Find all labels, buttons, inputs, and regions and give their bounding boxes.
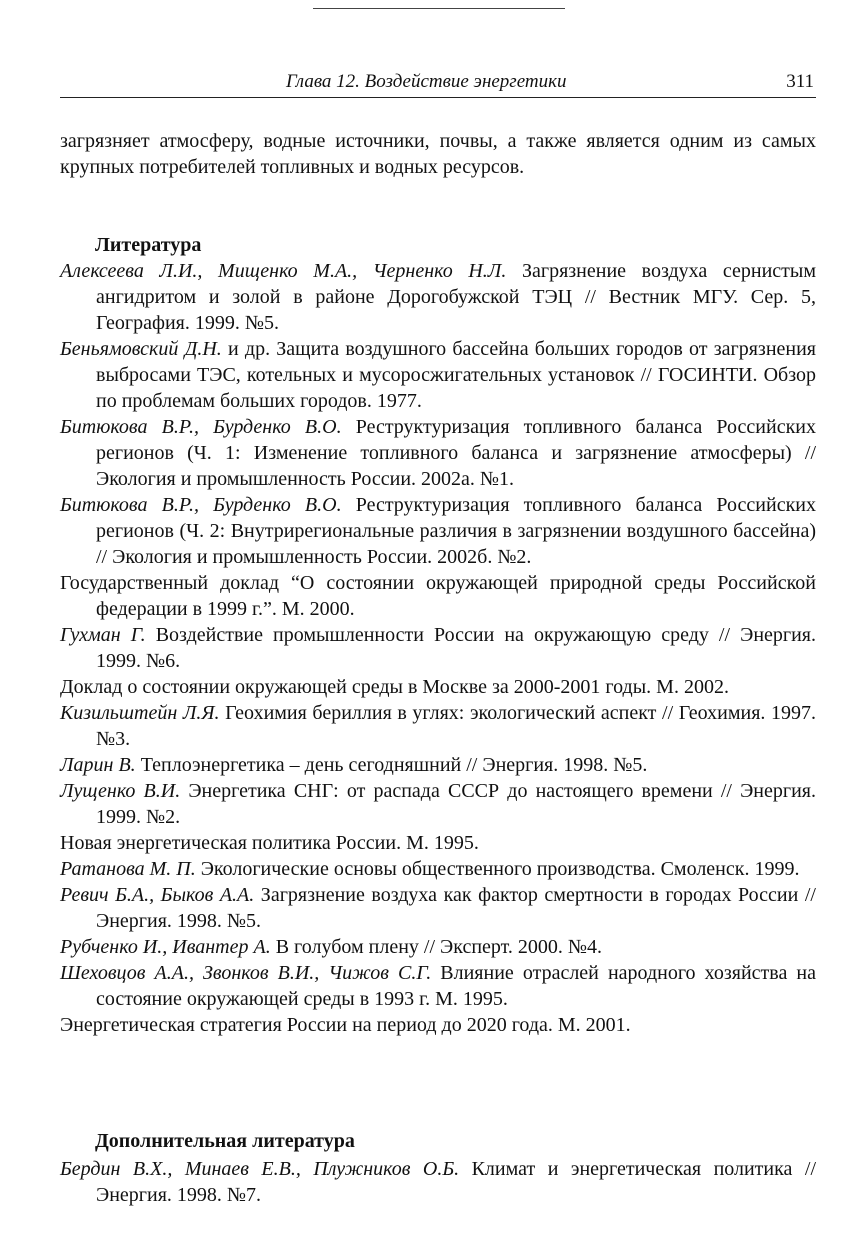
reference-text: Воздействие промышленности России на окружающую среду // Энергия. 1999. №6. [96,624,816,672]
reference-text: Реструктуризация топливного баланса Российских регионов (Ч. 2: Внутрирегиональные различия в загрязнении воздушного бассейна) // Экология и промышленность России. 2002б. №2. [96,494,816,568]
reference-entry [60,856,816,882]
reference-text: Энергетика СНГ: от распада СССР до настоящего времени // Энергия. 1999. №2. [96,780,816,828]
reference-entry [60,1012,816,1038]
top-decorative-rule [313,8,565,9]
reference-text: и др. Защита воздушного бассейна больших городов от загрязнения выбросами ТЭС, котельных и мусоросжигательных установок // ГОСИНТИ. Обзор по проблемам больших городов. 1977. [96,338,816,412]
reference-text: Реструктуризация топливного баланса Российских регионов (Ч. 1: Изменение топливного баланса и загрязнение атмосферы) // Экология и промышленность России. 2002а. №1. [96,416,816,490]
reference-entry [60,830,816,856]
reference-text: Загрязнение воздуха сернистым ангидритом и золой в районе Дорогобужской ТЭЦ // Вестник МГУ. Сер. 5, География. 1999. №5. [96,260,817,334]
reference-text: В голубом плену // Эксперт. 2000. №4. [270,936,602,958]
reference-text: Климат и энергетическая политика // Энергия. 1998. №7. [96,1158,817,1206]
reference-entry [60,752,816,778]
reference-authors: Гухман Г. [60,624,146,646]
additional-literature-list [60,1156,816,1208]
intro-paragraph-block [60,128,816,180]
reference-text: Экологические основы общественного производства. Смоленск. 1999. [195,858,800,880]
reference-authors: Кизильштейн Л.Я. [60,702,220,724]
reference-text: Новая энергетическая политика России. М. 1995. [60,832,479,854]
reference-entry [60,882,816,934]
reference-text: Геохимия бериллия в углях: экологический аспект // Геохимия. 1997. №3. [96,702,816,750]
reference-authors: Лущенко В.И. [60,780,181,802]
reference-authors: Шеховцов А.А., Звонков В.И., Чижов С.Г. [60,962,432,984]
reference-entry [60,336,816,414]
reference-text: Влияние отраслей народного хозяйства на состояние окружающей среды в 1993 г. М. 1995. [96,962,816,1010]
reference-text: Государственный доклад “О состоянии окружающей природной среды Российской федерации в 1999 г.”. М. 2000. [60,572,816,620]
reference-authors: Ревич Б.А., Быков А.А. [60,884,255,906]
reference-entry [60,934,816,960]
reference-authors: Ларин В. [60,754,136,776]
literature-heading: Литература [95,234,202,256]
reference-entry [60,570,816,622]
reference-entry [60,960,816,1012]
reference-entry [60,778,816,830]
reference-entry [60,258,816,336]
reference-entry [60,622,816,674]
intro-paragraph: загрязняет атмосферу, водные источники, почвы, а также является одним из самых крупных потребителей топливных и водных ресурсов. [60,130,816,178]
reference-text: Загрязнение воздуха как фактор смертности в городах России // Энергия. 1998. №5. [96,884,816,932]
reference-text: Теплоэнергетика – день сегодняшний // Энергия. 1998. №5. [135,754,648,776]
reference-entry [60,674,816,700]
reference-authors: Алексеева Л.И., Мищенко М.А., Черненко Н.Л. [60,260,507,282]
reference-authors: Беньямовский Д.Н. [60,338,222,360]
reference-entry [60,492,816,570]
reference-entry [60,414,816,492]
reference-authors: Битюкова В.Р., Бурденко В.О. [60,416,342,438]
reference-authors: Ратанова М. П. [60,858,196,880]
reference-authors: Битюкова В.Р., Бурденко В.О. [60,494,342,516]
literature-list [60,258,816,1038]
reference-authors: Бердин В.Х., Минаев Е.В., Плужников О.Б. [60,1158,460,1180]
reference-text: Энергетическая стратегия России на период до 2020 года. М. 2001. [60,1014,631,1036]
header-rule [60,97,816,98]
reference-entry [60,1156,816,1208]
additional-literature-heading: Дополнительная литература [95,1130,355,1152]
reference-entry [60,700,816,752]
reference-authors: Рубченко И., Ивантер А. [60,936,271,958]
running-head-title: Глава 12. Воздействие энергетики [286,71,567,92]
page-number: 311 [786,71,814,92]
reference-text: Доклад о состоянии окружающей среды в Москве за 2000-2001 годы. М. 2002. [60,676,729,698]
running-head [60,70,816,96]
